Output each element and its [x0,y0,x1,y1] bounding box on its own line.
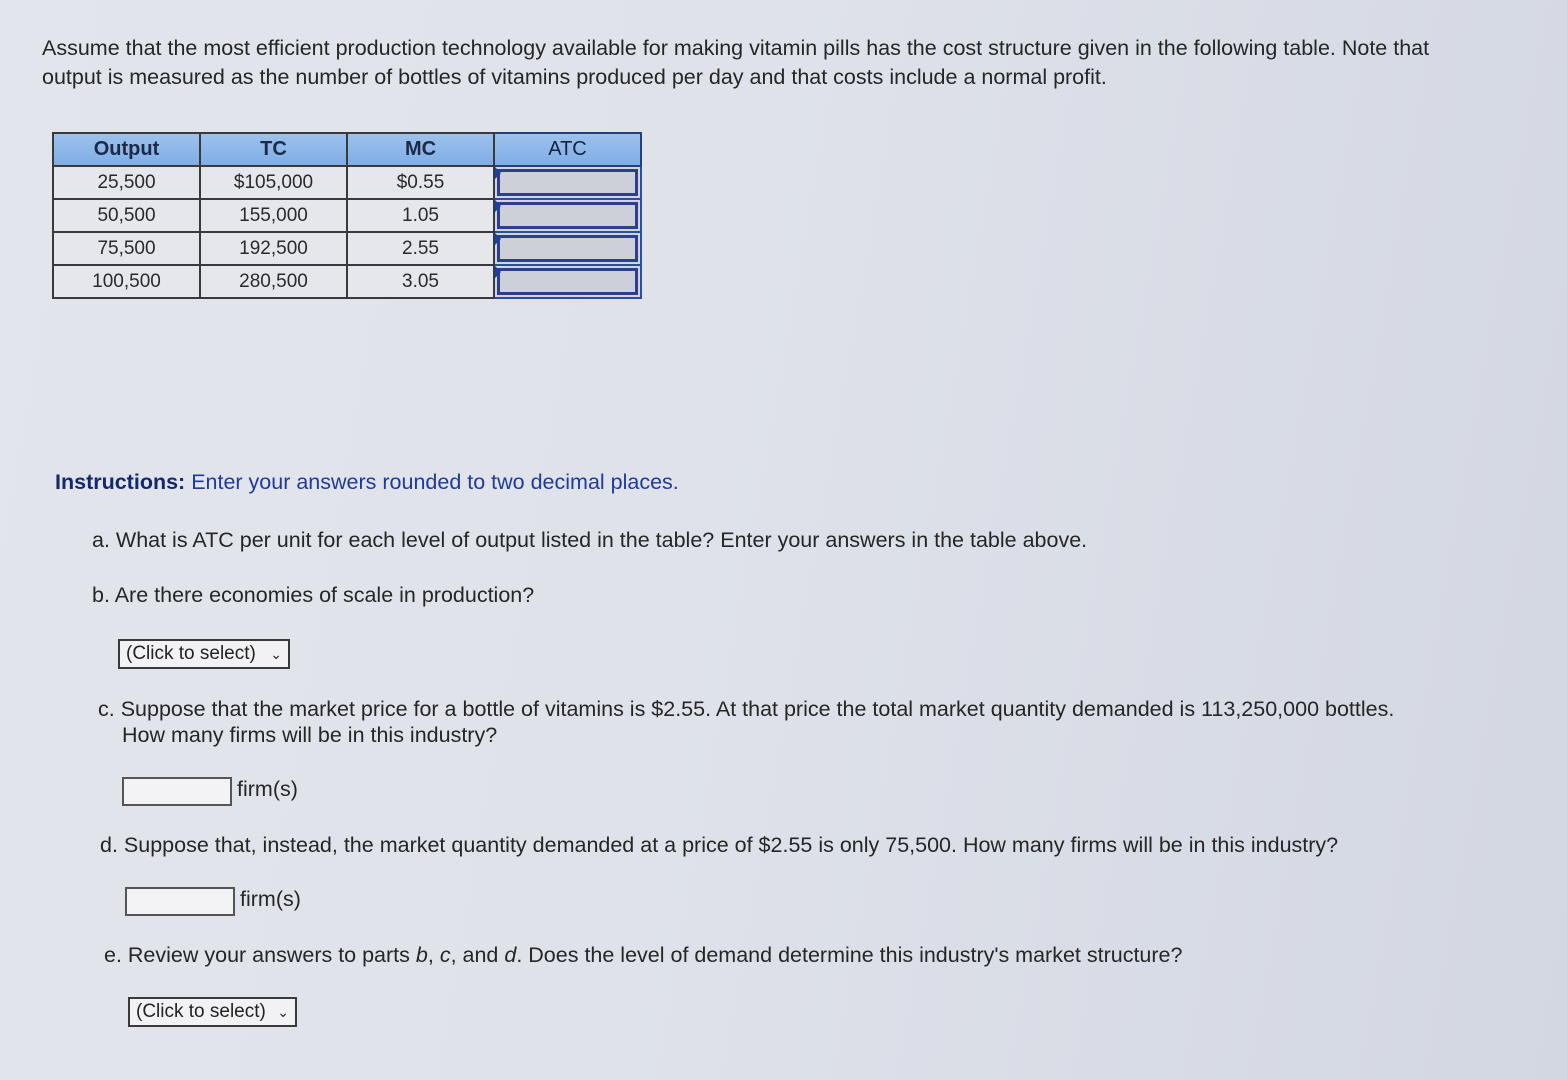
select-value: (Click to select) [126,643,256,664]
instructions [55,470,679,495]
cost-table [52,132,642,299]
demand-structure-select[interactable] [128,997,297,1027]
problem-intro: Assume that the most efficient production technology available for making vitamin pills has the cost structure given in the following table. Note that output is measured as the number of bottles of vitamins produced per day and that costs include a normal profit. [42,36,1430,89]
firms-input-c[interactable] [122,777,232,806]
economies-of-scale-select[interactable] [118,639,290,669]
cell-output: 25,500 [53,166,200,199]
triangle-marker-icon [495,266,501,278]
question-d: d. Suppose that, instead, the market quantity demanded at a price of $2.55 is only 75,500. How many firms will be in this industry? [100,833,1339,857]
chevron-down-icon: ⌄ [277,1003,289,1020]
atc-cell [494,199,641,232]
question-e-sep2: , and [450,943,505,967]
atc-input-1[interactable] [497,169,638,196]
cell-mc: 3.05 [347,265,494,298]
table-row [53,265,641,298]
table-row [53,232,641,265]
cell-mc: $0.55 [347,166,494,199]
atc-input-4[interactable] [497,268,638,295]
table-row [53,199,641,232]
question-a: a. What is ATC per unit for each level of output listed in the table? Enter your answers in the table above. [92,528,1088,552]
firms-unit-d: firm(s) [240,887,301,911]
header-atc: ATC [494,133,641,166]
select-value: (Click to select) [136,1001,266,1022]
cell-tc: 192,500 [200,232,347,265]
part-c-ref: c [439,943,451,967]
header-output: Output [53,133,200,166]
question-e-prefix: e. Review your answers to parts [104,943,416,967]
header-tc: TC [200,133,347,166]
triangle-marker-icon [495,200,501,212]
question-e-suffix: . Does the level of demand determine this industry's market structure? [516,943,1183,967]
question-c [98,696,1418,748]
header-mc: MC [347,133,494,166]
question-e [104,943,1182,968]
firms-input-d[interactable] [125,887,235,916]
cell-output: 75,500 [53,232,200,265]
part-d-ref: d [504,943,517,967]
atc-input-2[interactable] [497,202,638,229]
cell-output: 50,500 [53,199,200,232]
atc-cell [494,265,641,298]
firms-unit-c: firm(s) [237,777,298,801]
cell-tc: 155,000 [200,199,347,232]
table-row [53,166,641,199]
chevron-down-icon: ⌄ [270,645,282,662]
triangle-marker-icon [495,233,501,245]
question-b: b. Are there economies of scale in production? [92,583,535,607]
question-c-text: c. Suppose that the market price for a bottle of vitamins is $2.55. At that price the total market quantity demanded is 113,250,000 bottles. How many firms will be in this industry? [98,697,1395,747]
cell-mc: 2.55 [347,232,494,265]
part-b-ref: b [415,943,428,967]
triangle-marker-icon [495,167,501,179]
instructions-text: Enter your answers rounded to two decimal places. [191,470,679,494]
table-header-row [53,133,641,166]
cell-output: 100,500 [53,265,200,298]
cell-mc: 1.05 [347,199,494,232]
cell-tc: 280,500 [200,265,347,298]
atc-cell [494,166,641,199]
atc-cell [494,232,641,265]
atc-input-3[interactable] [497,235,638,262]
instructions-label: Instructions: [55,470,186,494]
question-e-sep1: , [427,943,440,967]
cell-tc: $105,000 [200,166,347,199]
